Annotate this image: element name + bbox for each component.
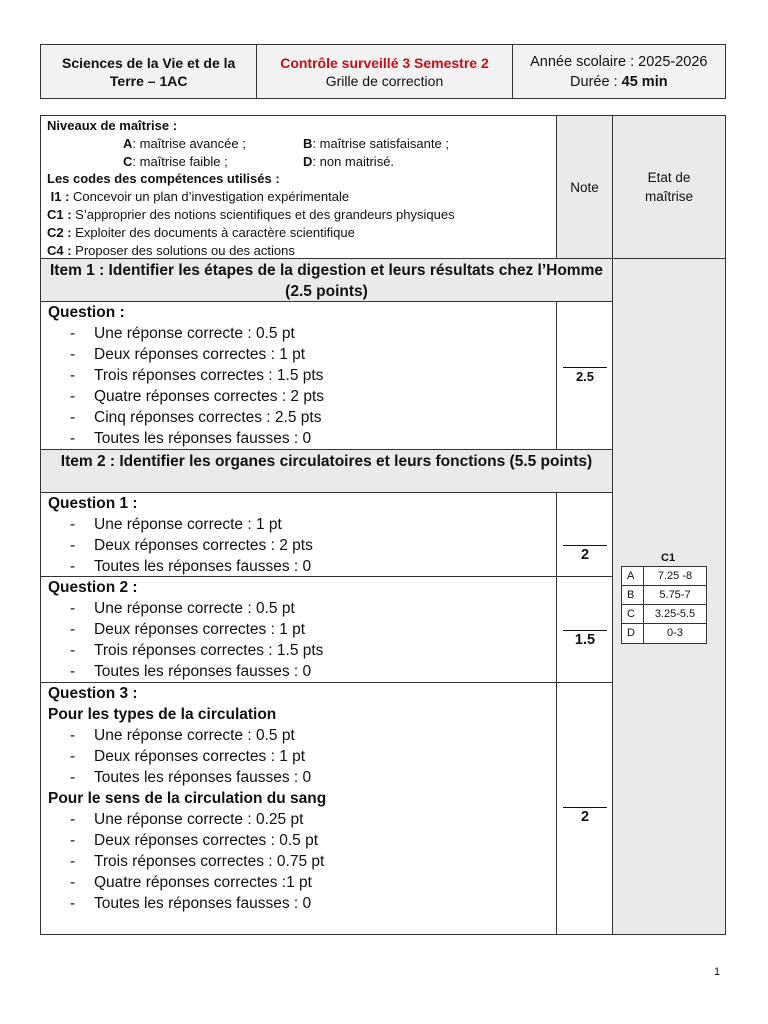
dash-bullet: - [70, 516, 76, 533]
list-item [48, 809, 556, 830]
year-duration-cell [513, 45, 725, 98]
level-a [123, 135, 303, 153]
dash-bullet: - [70, 769, 76, 786]
c1-range: 5.75-7 [659, 589, 691, 601]
criterion-text: Toutes les réponses fausses : 0 [94, 895, 312, 912]
levels-row-1 [47, 135, 550, 153]
level-text: : non maitrisé. [312, 153, 395, 169]
level-text: : maîtrise satisfaisante ; [312, 135, 449, 151]
q1-title: Question 1 : [48, 495, 138, 512]
dash-bullet: - [70, 853, 76, 870]
code-c4 [47, 242, 550, 260]
duration-label: Durée : [570, 73, 622, 90]
item1-score: 2.5 [563, 367, 607, 385]
q3-score: 2 [563, 807, 607, 827]
criterion-text: Une réponse correcte : 0.5 pt [94, 325, 295, 342]
criterion-text: Quatre réponses correctes : 2 pts [94, 388, 325, 405]
list-item [48, 514, 556, 535]
code-text: S’approprier des notions scientifiques et des grandeurs physiques [71, 206, 455, 222]
school-year: Année scolaire : 2025-2026 [530, 53, 708, 70]
c1-level: C [622, 605, 644, 623]
levels-title: Niveaux de maîtrise : [47, 118, 178, 133]
criterion-text: Une réponse correcte : 1 pt [94, 516, 282, 533]
dash-bullet: - [70, 430, 76, 447]
c1-table-title: C1 [661, 552, 676, 564]
c1-level: B [622, 586, 644, 604]
level-text: : maîtrise faible ; [132, 153, 228, 169]
criterion-text: Toutes les réponses fausses : 0 [94, 558, 312, 575]
level-code: C [123, 153, 133, 169]
q3-subtitle-direction: Pour le sens de la circulation du sang [48, 790, 327, 807]
legend-cell [41, 116, 557, 259]
criterion-text: Deux réponses correctes : 0.5 pt [94, 832, 319, 849]
list-item [48, 851, 556, 872]
item2-q3-cell [41, 683, 557, 934]
note-header [557, 116, 613, 259]
etat-header [613, 116, 725, 259]
list-item [48, 725, 556, 746]
levels-row-2 [47, 153, 550, 171]
criterion-text: Trois réponses correctes : 1.5 pts [94, 642, 324, 659]
c1-range: 3.25-5.5 [654, 608, 696, 620]
criterion-text: Une réponse correcte : 0.5 pt [94, 600, 295, 617]
dash-bullet: - [70, 558, 76, 575]
criterion-text: Cinq réponses correctes : 2.5 pts [94, 409, 322, 426]
c1-range: 7.25 -8 [657, 570, 693, 582]
list-item [48, 407, 556, 428]
code-c1 [47, 206, 550, 224]
q1-score: 2 [563, 545, 607, 565]
item2-q1-cell [41, 493, 557, 577]
code-key: C4 : [47, 242, 72, 258]
page-number: 1 [714, 966, 721, 978]
item2-q2-cell [41, 577, 557, 683]
q1-note-cell [557, 493, 613, 577]
code-key: C2 : [47, 224, 72, 240]
dash-bullet: - [70, 663, 76, 680]
level-text: : maîtrise avancée ; [132, 135, 246, 151]
subject-label: Sciences de la Vie et de la Terre – 1AC [62, 54, 236, 89]
c1-range: 0-3 [667, 627, 683, 639]
dash-bullet: - [70, 621, 76, 638]
dash-bullet: - [70, 600, 76, 617]
criterion-text: Trois réponses correctes : 0.75 pt [94, 853, 325, 870]
code-c2 [47, 224, 550, 242]
exam-title: Contrôle surveillé 3 Semestre 2 [280, 54, 489, 71]
dash-bullet: - [70, 367, 76, 384]
dash-bullet: - [70, 895, 76, 912]
q2-note-cell [557, 577, 613, 683]
criterion-text: Quatre réponses correctes :1 pt [94, 874, 312, 891]
criterion-text: Une réponse correcte : 0.25 pt [94, 811, 304, 828]
criterion-text: Toutes les réponses fausses : 0 [94, 430, 312, 447]
q3-subtitle-types: Pour les types de la circulation [48, 706, 277, 723]
list-item [48, 872, 556, 893]
dash-bullet: - [70, 346, 76, 363]
list-item [48, 893, 556, 914]
exam-title-cell [257, 45, 512, 98]
criterion-text: Une réponse correcte : 0.5 pt [94, 727, 295, 744]
c1-row [622, 624, 706, 643]
list-item [48, 746, 556, 767]
criterion-text: Deux réponses correctes : 1 pt [94, 621, 306, 638]
header-table [40, 44, 726, 99]
duration-value: 45 min [621, 73, 668, 90]
c1-row [622, 605, 706, 624]
list-item [48, 767, 556, 788]
criterion-text: Toutes les réponses fausses : 0 [94, 663, 312, 680]
item2-title: Item 2 : Identifier les organes circulatoires et leurs fonctions (5.5 points) [41, 450, 613, 493]
dash-bullet: - [70, 811, 76, 828]
item1-title: Item 1 : Identifier les étapes de la digestion et leurs résultats chez l’Homme (2.5 points) [41, 259, 613, 302]
level-code: D [303, 153, 313, 169]
c1-row [622, 567, 706, 586]
list-item [48, 661, 556, 682]
c1-level: D [622, 624, 644, 643]
list-item [48, 535, 556, 556]
level-b [303, 135, 449, 153]
c1-table [621, 566, 707, 644]
list-item [48, 598, 556, 619]
list-item [48, 640, 556, 661]
dash-bullet: - [70, 727, 76, 744]
item1-note-cell [557, 302, 613, 450]
list-item [48, 619, 556, 640]
dash-bullet: - [70, 832, 76, 849]
list-item [48, 323, 556, 344]
criterion-text: Trois réponses correctes : 1.5 pts [94, 367, 324, 384]
codes-title: Les codes des compétences utilisés : [47, 171, 280, 187]
level-code: A [123, 135, 133, 151]
grading-table [40, 115, 726, 935]
q3-title: Question 3 : [48, 685, 138, 702]
criterion-text: Deux réponses correctes : 2 pts [94, 537, 313, 554]
subject-cell [41, 45, 257, 98]
q2-score: 1.5 [563, 630, 607, 650]
list-item [48, 386, 556, 407]
dash-bullet: - [70, 874, 76, 891]
code-key: C1 : [47, 206, 72, 222]
code-text: Exploiter des documents à caractère scientifique [71, 224, 355, 240]
note-header-label: Note [570, 179, 599, 195]
list-item [48, 365, 556, 386]
list-item [48, 556, 556, 577]
criterion-text: Deux réponses correctes : 1 pt [94, 346, 306, 363]
code-i1 [47, 188, 550, 206]
code-text: Proposer des solutions ou des actions [71, 242, 295, 258]
level-code: B [303, 135, 313, 151]
list-item [48, 428, 556, 449]
list-item [48, 830, 556, 851]
item1-question-title: Question : [48, 304, 125, 321]
etat-header-label: Etat de maîtrise [644, 170, 693, 204]
criterion-text: Deux réponses correctes : 1 pt [94, 748, 306, 765]
q3-note-cell [557, 683, 613, 934]
dash-bullet: - [70, 642, 76, 659]
exam-subtitle: Grille de correction [325, 72, 444, 89]
q2-title: Question 2 : [48, 579, 138, 596]
code-key: I1 : [47, 189, 70, 205]
dash-bullet: - [70, 537, 76, 554]
list-item [48, 344, 556, 365]
c1-level: A [622, 567, 644, 585]
level-c [123, 153, 303, 171]
dash-bullet: - [70, 409, 76, 426]
etat-column [613, 259, 725, 934]
level-d [303, 153, 394, 171]
duration [570, 72, 668, 92]
dash-bullet: - [70, 325, 76, 342]
dash-bullet: - [70, 748, 76, 765]
c1-row [622, 586, 706, 605]
item1-question-cell [41, 302, 557, 450]
criterion-text: Toutes les réponses fausses : 0 [94, 769, 312, 786]
dash-bullet: - [70, 388, 76, 405]
code-text: Concevoir un plan d’investigation expérimentale [69, 189, 350, 205]
